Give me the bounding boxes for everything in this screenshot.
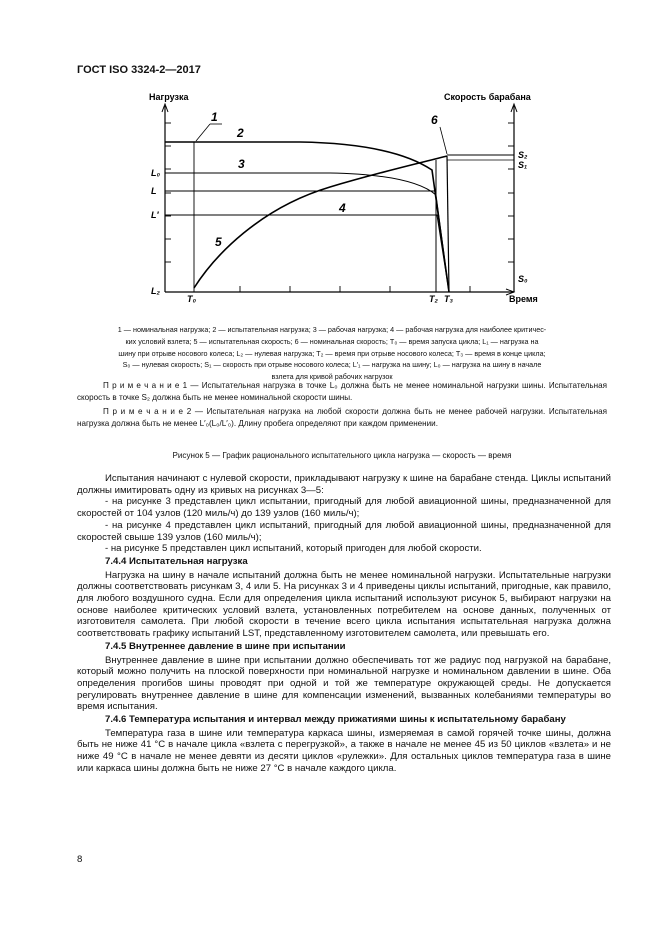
- figure-legend: [77, 324, 587, 383]
- curve-number-2: 2: [237, 126, 244, 140]
- paragraph: Внутреннее давление в шине при испытании должно обеспечивать тот же радиус под нагрузкой на барабане, который можно получить на плоской поверхности при номинальной нагрузке и номинальном давлении в шине. Оба определения прогибов шины проводят при одной и той же температуре окружающей среды. Не допускается регулировать внутреннее давление в шине для компенсации изменений, вызванных колебаниями температуры во время испытания.: [77, 654, 611, 713]
- label-S1: S₁: [518, 160, 528, 170]
- curve-5-test-speed: [194, 156, 447, 288]
- curve-4-critical-load: [165, 215, 449, 292]
- curve-number-1: 1: [211, 110, 218, 124]
- label-L2: L₂: [151, 286, 160, 296]
- y-axis-left-label: Нагрузка: [149, 92, 189, 102]
- legend-line: S₀ — нулевая скорость; S₁ — скорость при отрыве носового колеса; L′₁ — нагрузка на шину; L₀ — нагрузка на шину в начале: [122, 360, 542, 370]
- page-number: 8: [77, 854, 83, 865]
- paragraph: - на рисунке 5 представлен цикл испытаний, который пригоден для любой скорости.: [105, 543, 482, 555]
- curve-number-5: 5: [215, 235, 222, 249]
- label-T3: T₃: [444, 294, 453, 304]
- legend-line: ких условий взлета; 5 — испытательная скорость; 6 — номинальная скорость; T₀ — время запуска цикла; L₁ — нагрузка на: [125, 336, 539, 346]
- legend-line: 1 — номинальная нагрузка; 2 — испытательная нагрузка; 3 — рабочая нагрузка; 4 — рабочая нагрузка для наиболее критичес-: [117, 325, 547, 334]
- curve-number-3: 3: [238, 157, 245, 171]
- x-axis-label: Время: [509, 294, 538, 304]
- load-speed-time-chart: [0, 0, 661, 320]
- paragraph: - на рисунке 3 представлен цикл испытании, пригодный для любой авиационной шины, предназначенной для скоростей от 104 узлов (120 миль/ч) до 139 узлов (160 миль/ч);: [77, 496, 611, 520]
- paragraph: - на рисунке 4 представлен цикл испытаний, пригодный для любой авиационной шины, предназначенной для скоростей свыше 139 узлов (160 миль/ч);: [77, 519, 611, 543]
- label-S0: S₀: [518, 274, 528, 284]
- section-heading-7-4-4: 7.4.4 Испытательная нагрузка: [105, 555, 248, 567]
- paragraph: Испытания начинают с нулевой скорости, прикладывают нагрузку к шине на барабане стенда. Циклы испытаний должны имитировать одну из кривых на рисунках 3—5:: [77, 473, 611, 496]
- paragraph: Нагрузка на шину в начале испытаний должна быть не менее номинальной нагрузки. Испытательные нагрузки должны соответствовать рисункам 3, 4 или 5. На рисунках 3 и 4 приведены циклы испытаний, пригодные, как правило, для любого воздушного судна. Если для определения цикла испытаний используют рисунок 5, выбирают нагрузки на основе наиболее критических условий взлета, установленных потребителем на основе данных, полученных от изготовителя самолета. При любой скорости в течение всего цикла испытания испытательная нагрузка должна соответствовать графику испытаний LST, представленному изготовителем самолета, или превышать его.: [77, 569, 611, 640]
- legend-line: шину при отрыве носового колеса; L₂ — нулевая нагрузка; T₂ — время при отрыве носового колеса; T₃ — время в конце цикла;: [118, 348, 546, 358]
- figure-caption: Рисунок 5 — График рационального испытательного цикла нагрузка — скорость — время: [172, 451, 512, 460]
- paragraph: Температура газа в шине или температура каркаса шины, измеряемая в самой горячей точке шины, должна быть не ниже 41 °С в начале цикла «взлета с перегрузкой», а также в начале не менее 45 из 50 циклов «взлета» и не ниже 49 °С в начале не менее девяти из десяти циклов «рулежки». Для остальных циклов температура газа в шине или каркаса шины должна быть не ниже 27 °С в начале каждого цикла.: [77, 727, 611, 774]
- legend-line: взлета для кривой рабочих нагрузок: [271, 372, 393, 382]
- label-T0: T₀: [187, 294, 197, 304]
- label-L1: L: [151, 186, 157, 196]
- label-S2: S₂: [518, 150, 528, 160]
- body-text: [77, 473, 611, 775]
- label-L1-prime: L′: [151, 210, 159, 220]
- section-heading-7-4-6: 7.4.6 Температура испытания и интервал между прижатиями шины к испытательному барабану: [105, 714, 566, 726]
- curve-number-4: 4: [339, 201, 346, 215]
- document-header: ГОСТ ISO 3324-2—2017: [77, 64, 201, 76]
- curve-number-6: 6: [431, 113, 438, 127]
- figure-note-2: П р и м е ч а н и е 2 — Испытательная нагрузка на любой скорости должна быть не менее рабочей нагрузки. Испытательная нагрузка должна быть не менее L′₀(L₀/L′₀). Длину пробега определяют при каждом применении.: [77, 407, 607, 429]
- figure-note-1: П р и м е ч а н и е 1 — Испытательная нагрузка в точке L₀ должна быть не менее номинальной нагрузки шины. Испытательная скорость в точке S₂ должна быть не менее номинальной скорости шины.: [77, 381, 607, 403]
- label-T2: T₂: [429, 294, 438, 304]
- label-L0: L₀: [151, 168, 161, 178]
- y-axis-right-label: Скорость барабана: [444, 92, 531, 102]
- section-heading-7-4-5: 7.4.5 Внутреннее давление в шине при испытании: [105, 640, 346, 652]
